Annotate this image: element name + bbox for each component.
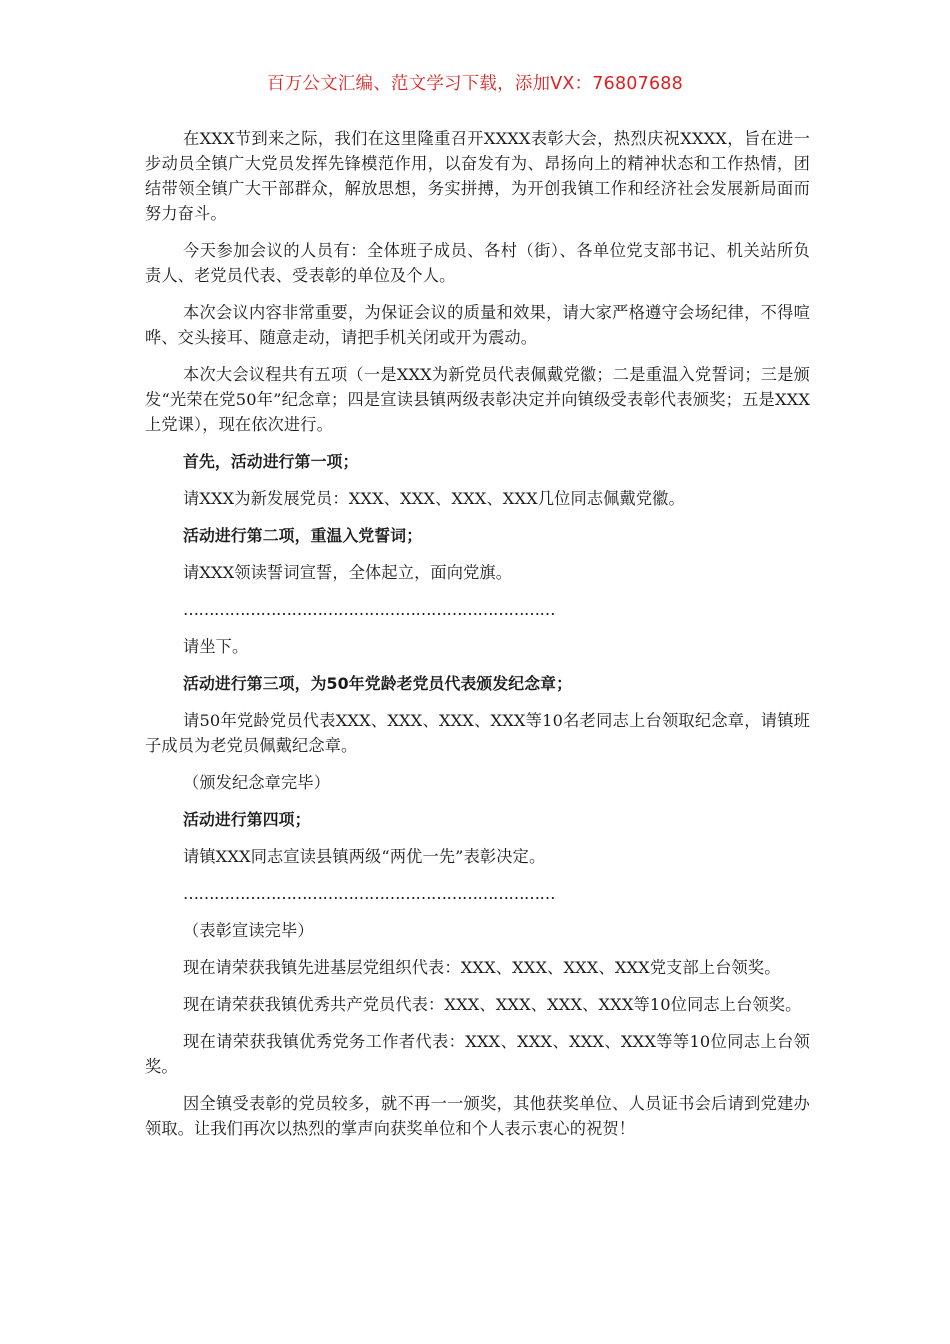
paragraph-opening: 在XXX节到来之际，我们在这里隆重召开XXXX表彰大会，热烈庆祝XXXX，旨在进一步动员全镇广大党员发挥先锋模范作用，以奋发有为、昂扬向上的精神状态和工作热情，团结带领全镇广大干部群众，解放思想，务实拼搏，为开创我镇工作和经济社会发展新局面而努力奋斗。 (145, 129, 810, 223)
heading-item-four: 活动进行第四项； (183, 810, 311, 829)
page-header-banner: 百万公文汇编、范文学习下载，添加VX：76807688 (267, 74, 683, 94)
paragraph-sit-down: 请坐下。 (183, 637, 249, 656)
paragraph-award-organizations: 现在请荣获我镇先进基层党组织代表：XXX、XXX、XXX、XXX党支部上台领奖。 (183, 958, 781, 977)
paragraph-discipline: 本次会议内容非常重要，为保证会议的质量和效果，请大家严格遵守会场纪律，不得喧哗、交头接耳、随意走动，请把手机关闭或开为震动。 (145, 303, 810, 347)
ellipsis-divider: ……………………………………………………………… (183, 600, 555, 619)
heading-item-one: 首先，活动进行第一项； (183, 452, 359, 471)
paragraph-award-members: 现在请荣获我镇优秀共产党员代表：XXX、XXX、XXX、XXX等10位同志上台领奖。 (183, 995, 802, 1014)
paragraph-medal: 请50年党龄党员代表XXX、XXX、XXX、XXX等10名老同志上台领取纪念章，请镇班子成员为老党员佩戴纪念章。 (145, 711, 810, 755)
paragraph-badge: 请XXX为新发展党员：XXX、XXX、XXX、XXX几位同志佩戴党徽。 (183, 489, 685, 508)
note-medal-done: （颁发纪念章完毕） (183, 773, 331, 792)
ellipsis-divider: ……………………………………………………………… (183, 884, 555, 903)
paragraph-closing: 因全镇受表彰的党员较多，就不再一一颁奖，其他获奖单位、人员证书会后请到党建办领取。让我们再次以热烈的掌声向获奖单位和个人表示衷心的祝贺！ (145, 1094, 810, 1138)
paragraph-attendees: 今天参加会议的人员有：全体班子成员、各村（街）、各单位党支部书记、机关站所负责人、老党员代表、受表彰的单位及个人。 (145, 241, 810, 285)
document-body (145, 126, 810, 1153)
paragraph-oath: 请XXX领读誓词宣誓，全体起立，面向党旗。 (183, 563, 513, 582)
paragraph-agenda: 本次大会议程共有五项（一是XXX为新党员代表佩戴党徽；二是重温入党誓词；三是颁发“光荣在党50年”纪念章；四是宣读县镇两级表彰决定并向镇级受表彰代表颁奖；五是XXX上党课），现在依次进行。 (145, 365, 810, 434)
heading-item-three: 活动进行第三项，为50年党龄老党员代表颁发纪念章； (183, 674, 573, 693)
paragraph-decision: 请镇XXX同志宣读县镇两级“两优一先”表彰决定。 (183, 847, 546, 866)
heading-item-two: 活动进行第二项，重温入党誓词； (183, 526, 423, 545)
paragraph-award-workers: 现在请荣获我镇优秀党务工作者代表：XXX、XXX、XXX、XXX等等10位同志上台领奖。 (145, 1032, 810, 1076)
note-reading-done: （表彰宣读完毕） (183, 921, 314, 940)
